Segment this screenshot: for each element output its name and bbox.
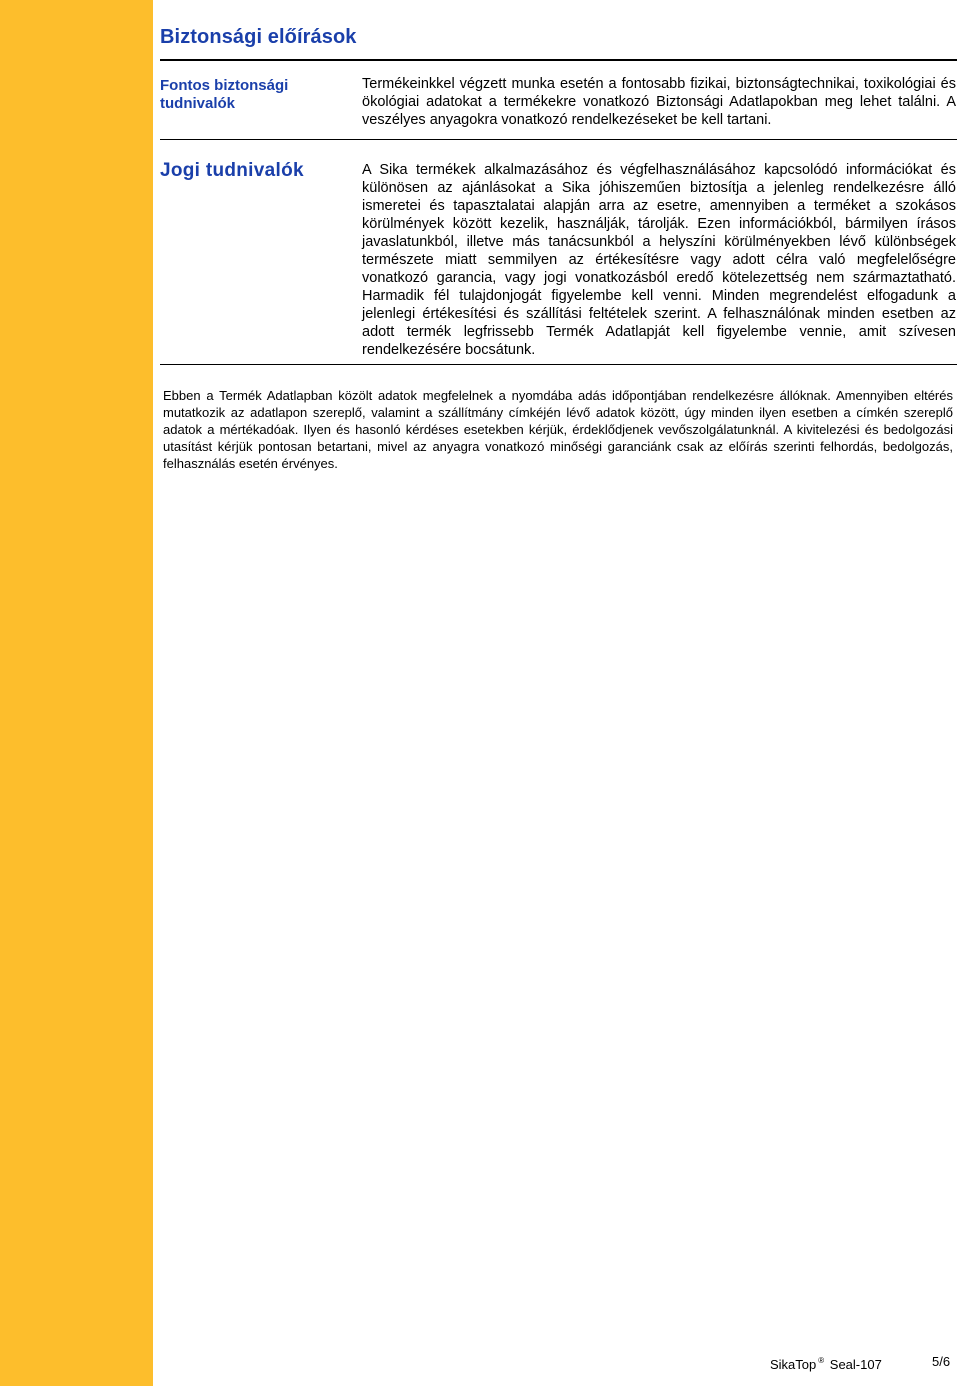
page-title: Biztonsági előírások [160, 26, 357, 48]
page-number: 5/6 [932, 1354, 951, 1369]
footer-product: Seal-107 [829, 1357, 882, 1372]
legal-text: A Sika termékek alkalmazásához és végfelhasználásához kapcsolódó információkat és különösen az ajánlásokat a Sika jóhiszeműen biztosítja a jelenleg rendelkezésre álló ismeretei és tapasztalatai alapján arra az esetre, amennyiben a terméket a szokásos körülmények között kezelik, használják, tárolják. Ezen információkból, bármilyen írásos javaslatunkból, illetve más tanácsunkból a helyszíni körülményekben lévő különbségek természete miatt semmilyen az értékesítésre vagy adott célra való megfelelőségre vonatkozó garancia, vagy jogi vonatkozásból eredő kötelezettség nem származtatható. Harmadik fél tulajdonjogát figyelembe kell venni. Minden megrendelést elfogadunk a jelenlegi értékesítési és szállítási feltételek szerint. A felhasználónak minden esetben az adott termék legfrissebb Termék Adatlapját kell figyelembe vennie, amit szívesen rendelkezésére bocsátunk. [362, 162, 956, 358]
footer-product-name [770, 1356, 882, 1372]
sidebar-accent [0, 0, 153, 1386]
footer-brand: SikaTop [770, 1357, 817, 1372]
safety-divider [160, 139, 957, 140]
title-divider [160, 59, 957, 61]
legal-divider [160, 364, 957, 365]
legal-heading: Jogi tudnivalók [160, 160, 304, 181]
note-text: Ebben a Termék Adatlapban közölt adatok megfelelnek a nyomdába adás időpontjában rendelkezésre állóknak. Amennyiben eltérés mutatkozik az adatlapon szereplő, valamint a szállítmány címkéjén lévő adatok között, úgy minden ilyen esetben a címkén szereplő adatok a mértékadóak. Ilyen és hasonló kérdéses esetekben kérjük, érdeklődjenek vevőszolgálatunknál. A kivitelezési és bedolgozási utasítást kérjük pontosan betartani, mivel az anyagra vonatkozó minőségi garanciánk csak az előírás szerinti felhordás, bedolgozás, felhasználás esetén érvényes. [163, 388, 953, 471]
safety-text: Termékeinkkel végzett munka esetén a fontosabb fizikai, biztonságtechnikai, toxikológiai és ökológiai adatokat a termékekre vonatkozó Biztonsági Adatlapokban meg lehet találni. A veszélyes anyagokra vonatkozó rendelkezéseket be kell tartani. [362, 76, 956, 128]
safety-heading: Fontos biztonsági tudnivalók [160, 77, 289, 112]
registered-mark: ® [818, 1356, 825, 1365]
